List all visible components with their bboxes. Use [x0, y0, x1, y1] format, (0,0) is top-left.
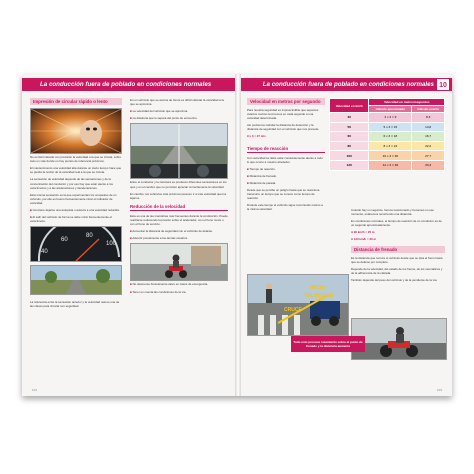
- left-column-2: [130, 98, 228, 297]
- table-group-header: Velocidad en metros/segundos: [369, 99, 445, 106]
- chapter-number-right: 10: [436, 78, 450, 91]
- bullet-item: ■ No detenerse bruscamente salvo en casos de emergencia.: [130, 282, 209, 287]
- page-header-right: La conducción fuera de poblado en condiciones normales: [241, 78, 452, 91]
- overlay-label: INICIO: [310, 285, 326, 291]
- bullet-item: ■ Distancia de frenado.: [247, 173, 277, 178]
- paragraph: Es la distancia que recorre el vehículo desde que se pisa el freno hasta que se detiene por completo.: [351, 255, 443, 264]
- left-page: [22, 74, 235, 396]
- bullet-item: ■ Conviene dejarse una autopista o autovía a una velocidad reducida.: [30, 208, 120, 213]
- table-row: 120 12 x 3 = 36 33,3: [330, 160, 445, 170]
- table-header: Velocidad en km/h: [330, 99, 369, 113]
- section-title-reaction-time: Tiempo de reacción: [247, 145, 325, 153]
- overlay-label: VELOCIDAD: [304, 293, 334, 299]
- right-page: [241, 74, 452, 396]
- paragraph: Durante este tiempo el vehículo sigue recorriendo metros a la misma velocidad.: [247, 203, 323, 212]
- paragraph: Desde que se percibe un peligro hasta que se reacciona transcurre un tiempo que se conoce como tiempo de reacción.: [247, 188, 320, 201]
- section-title-speed-impression: Impresión de circular rápido o lento: [30, 98, 122, 105]
- motorcyclist-photo: [130, 243, 228, 281]
- table-row: 60 6 x 3 = 18 16,7: [330, 132, 445, 142]
- svg-text:40: 40: [41, 249, 48, 256]
- paragraph: También depende del peso del vehículo y de la pendiente de la vía.: [351, 277, 438, 282]
- windshield-photo: [130, 123, 228, 179]
- table-header: Cálculo aproximado: [369, 106, 412, 113]
- table-row: 30 3 x 3 = 9 8,3: [330, 113, 445, 123]
- pedestrian-crossing-photo: [247, 274, 349, 336]
- bullet-item: ■ Distancia de parada.: [247, 180, 277, 185]
- table-row: 50 5 x 3 = 15 13,8: [330, 122, 445, 132]
- svg-text:60: 60: [61, 237, 68, 244]
- speed-blur-photo: [30, 108, 122, 154]
- speedometer-photo: [30, 226, 122, 262]
- paragraph: En un vehículo que se acerca de frente es difícil calcular la velocidad a la que se aproxima.: [130, 98, 224, 107]
- open-book: [22, 74, 452, 396]
- section-title-speed-reduction: Reducción de la velocidad: [130, 203, 228, 211]
- formula: 9 x 3 = 27 m/s: [247, 134, 266, 139]
- paragraph: Con velocidad se debe estar constantemente atento a todo lo que ocurre a nuestro alrededor.: [247, 155, 323, 164]
- bullet-item: ■ Tener en cuenta las condiciones de la vía.: [130, 289, 187, 294]
- bullet-item: ■ Tiempo de reacción.: [247, 166, 276, 171]
- paragraph: No es fácil calcular con precisión la velocidad a la que se circula, sobre todo en vías donde no hay puntos de referencia próximos.: [30, 155, 122, 164]
- bullet-item: ■ Al salir del vehículo de forma se debe mirar frecuentemente el velocímetro.: [30, 215, 112, 224]
- bullet-item: ■ Aumentar la distancia de seguridad con el vehículo de delante.: [130, 229, 213, 234]
- paragraph: Esta misma sensación es la que experimentan los ocupantes de un vehículo, por ello es bueno frecuentemente mirar el indicador de velocidad.: [30, 192, 117, 205]
- right-column-2: [351, 208, 445, 285]
- table-row: 80 8 x 3 = 24 22,2: [330, 141, 445, 151]
- section-title-braking-distance: Distancia de frenado: [351, 246, 445, 253]
- page-header-left: La conducción fuera de poblado en condiciones normales: [22, 78, 235, 91]
- paragraph: Entre el conductor y la carretera se producen diferentes sensaciones en los ojos y en el cerebro que no permiten apreciar correctamente la velocidad.: [130, 180, 227, 189]
- paragraph: Esta es una de las maniobras más frecuentes durante la conducción. Puede realizarse reduciendo la presión sobre el acelerador, con el freno motor o con el freno de servicio.: [130, 213, 228, 227]
- paragraph: La sensación de velocidad depende de las sensaciones y de la concentración del conductor y por eso hay que estar atento a los velocímetros y a las aceleraciones y deceleraciones.: [30, 177, 113, 190]
- table-header: Cálculo exacto: [412, 106, 445, 113]
- road-photo: [30, 265, 122, 295]
- paragraph: Así podremos calcular la distancia de detención y la distancia de seguridad con el vehículo que nos precede.: [247, 123, 320, 132]
- overlay-label: CRUCE: [284, 307, 302, 313]
- bullet-item: ■ La distancia que lo separa del punto de encuentro.: [130, 116, 198, 121]
- speed-table-container: [329, 98, 445, 171]
- motorbike-photo: [351, 318, 447, 360]
- paragraph: Para nuestra seguridad es imprescindible que sepamos cuántos metros recorremos en cada segundo a una velocidad determinada.: [247, 108, 319, 121]
- page-number-right: 103: [436, 388, 442, 392]
- paragraph: En cambio, los vehículos más próximos parecen ir a más velocidad que los lejanos.: [130, 191, 227, 200]
- highlight-line: A 90 km/h = 25 m: [351, 230, 375, 235]
- paragraph: Cuando hay un segundo, hemos reaccionado y frenamos en ese momento, estaremos recorriendo una distancia.: [351, 208, 434, 217]
- paragraph: En condiciones normales, el tiempo de reacción de un conductor es de un segundo aproximadamente.: [351, 219, 442, 228]
- bullet-item: ■ La velocidad del vehículo que se aproxima.: [130, 109, 189, 114]
- speed-table: [329, 98, 445, 171]
- left-column-1: [30, 98, 122, 311]
- right-column-1: [247, 98, 325, 215]
- section-title-meters-per-second: Velocidad en metros por segundo: [247, 98, 325, 105]
- paragraph: El mantenimiento una velocidad alta durante un cierto tiempo hace que se pierda la noción de la velocidad real a la que se circula.: [30, 166, 122, 175]
- paragraph: La referencia entre la sensación anterior y la velocidad real es una de las claves para circular con seguridad.: [30, 299, 120, 308]
- page-number-left: 102: [32, 388, 38, 392]
- svg-text:80: 80: [86, 233, 93, 240]
- paragraph: Depende de la velocidad, del estado de los frenos, de los neumáticos y de la adherencia de la calzada.: [351, 266, 443, 275]
- bullet-item: ■ Advertir previamente a los demás usuarios.: [130, 236, 188, 241]
- note-box: Todo esto provoca rozamiento sobre el punto de frenado y la distancia aumenta: [291, 336, 365, 352]
- highlight-line: A 120 km/h = 33 m: [351, 237, 377, 242]
- table-row: 100 10 x 3 = 30 27,7: [330, 151, 445, 161]
- svg-text:100: 100: [106, 241, 117, 248]
